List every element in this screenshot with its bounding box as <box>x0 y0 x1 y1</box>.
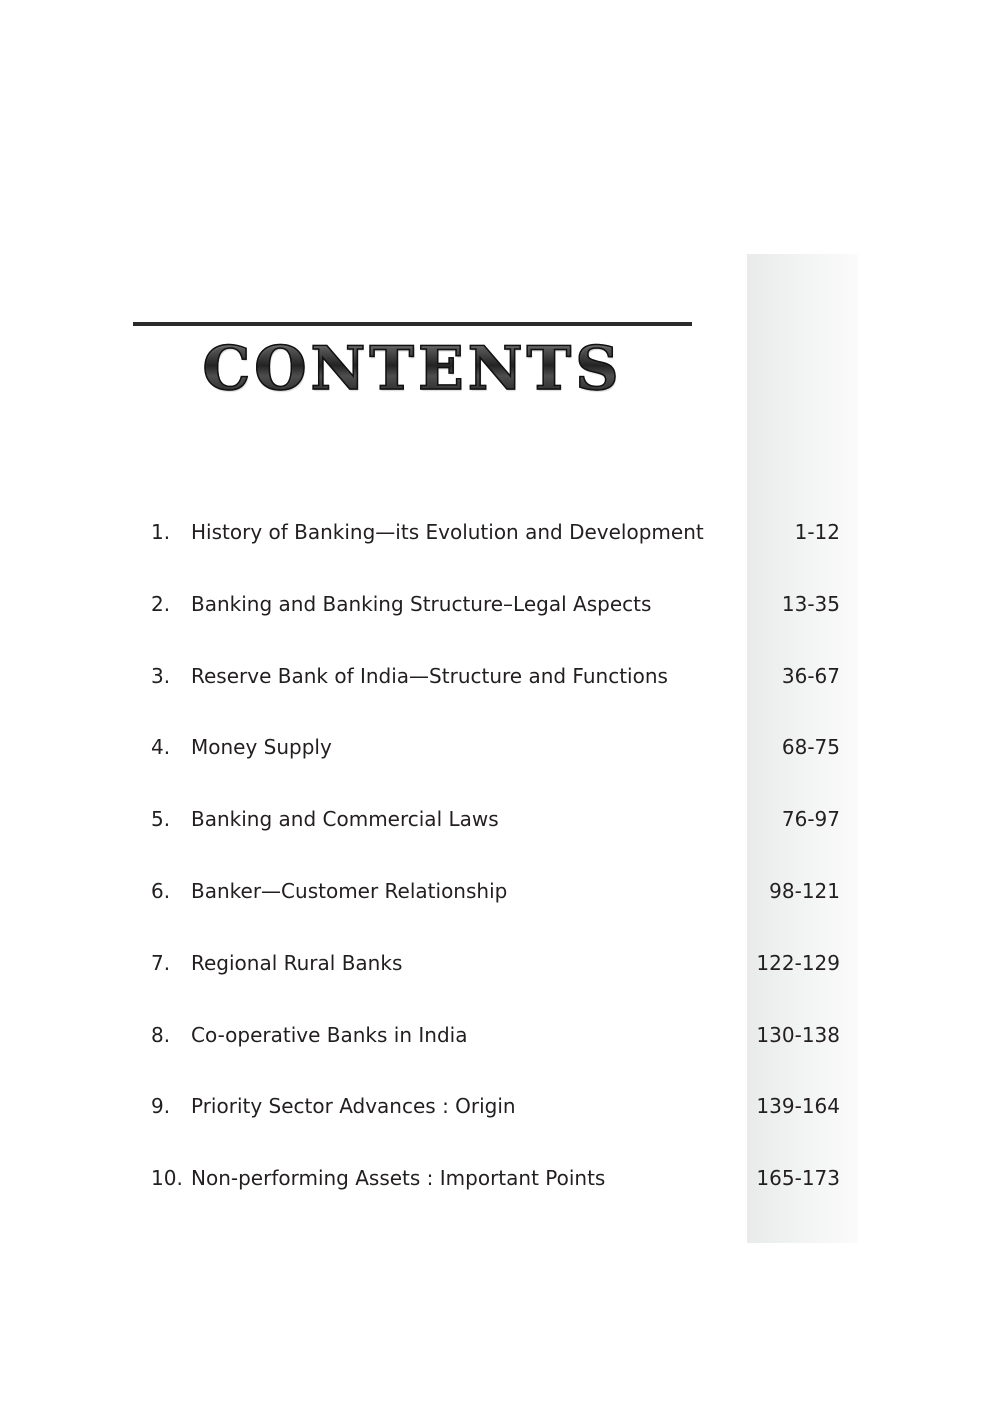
entry-page-range: 36-67 <box>781 663 840 688</box>
table-of-contents <box>151 512 841 1230</box>
entry-number: 10. <box>151 1166 183 1191</box>
toc-entry-4[interactable] <box>151 727 841 799</box>
entry-page-range: 139-164 <box>756 1094 840 1119</box>
toc-entry-5[interactable] <box>151 799 841 871</box>
entry-page-range: 130-138 <box>756 1022 840 1047</box>
heading-rule <box>133 322 692 326</box>
entry-page-range: 98-121 <box>769 878 840 903</box>
entry-page-range: 1-12 <box>794 520 840 544</box>
toc-entry-1[interactable] <box>151 512 841 584</box>
entry-number: 5. <box>151 807 171 832</box>
entry-title: Non-performing Assets : Important Points <box>191 1166 606 1191</box>
entry-title: History of Banking—its Evolution and Development <box>191 520 704 544</box>
toc-entry-8[interactable] <box>151 1015 841 1087</box>
toc-entry-3[interactable] <box>151 656 841 728</box>
entry-number: 6. <box>151 878 171 903</box>
toc-entry-10[interactable] <box>151 1158 841 1230</box>
entry-number: 8. <box>151 1022 171 1047</box>
entry-number: 1. <box>151 520 171 544</box>
toc-entry-7[interactable] <box>151 943 841 1015</box>
entry-title: Banking and Banking Structure–Legal Aspects <box>191 591 652 616</box>
entry-page-range: 165-173 <box>756 1166 840 1191</box>
entry-page-range: 122-129 <box>756 950 840 975</box>
entry-number: 9. <box>151 1094 171 1119</box>
entry-number: 2. <box>151 591 171 616</box>
entry-title: Priority Sector Advances : Origin <box>191 1094 516 1119</box>
entry-page-range: 76-97 <box>781 807 840 832</box>
entry-number: 4. <box>151 735 171 760</box>
entry-page-range: 68-75 <box>781 735 840 760</box>
toc-entry-6[interactable] <box>151 871 841 943</box>
entry-title: Co-operative Banks in India <box>191 1022 468 1047</box>
toc-entry-9[interactable] <box>151 1086 841 1158</box>
page-title: CONTENTS <box>133 334 692 404</box>
entry-title: Reserve Bank of India—Structure and Functions <box>191 663 668 688</box>
entry-number: 3. <box>151 663 171 688</box>
toc-entry-2[interactable] <box>151 584 841 656</box>
entry-title: Banker—Customer Relationship <box>191 878 508 903</box>
entry-title: Money Supply <box>191 735 332 760</box>
entry-number: 7. <box>151 950 171 975</box>
entry-page-range: 13-35 <box>781 591 840 616</box>
entry-title: Banking and Commercial Laws <box>191 807 499 832</box>
entry-title: Regional Rural Banks <box>191 950 403 975</box>
